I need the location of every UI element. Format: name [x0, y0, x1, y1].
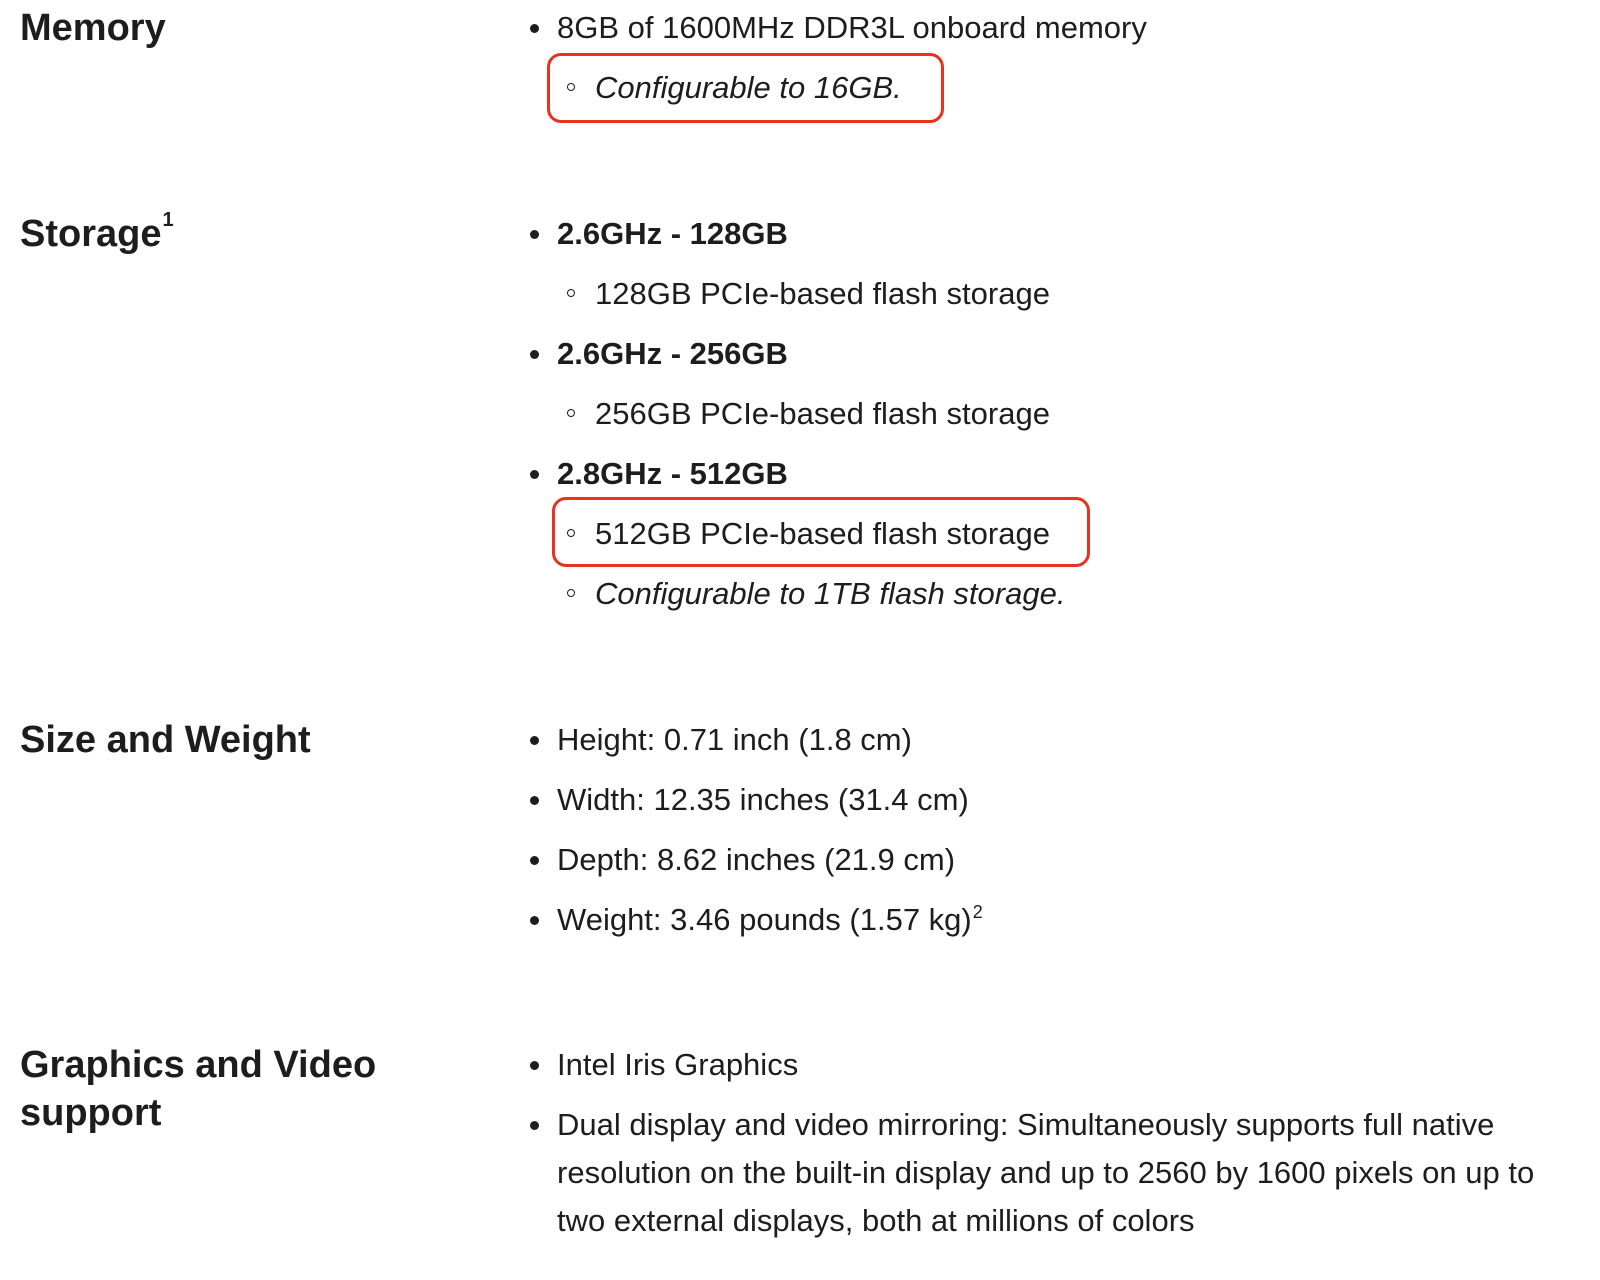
circle-bullet-icon [567, 289, 575, 297]
bullet-icon [530, 24, 539, 33]
dual-display-text: Dual display and video mirroring: Simultaneously supports full native resolution on the built-in display and up to 2560 by 1600 pixels on up to two external displays, both at millions of colors [557, 1107, 1535, 1238]
bullet-icon [530, 350, 539, 359]
height-text: Height: 0.71 inch (1.8 cm) [557, 722, 912, 757]
size-weight-title [20, 716, 440, 764]
bullet-icon [530, 916, 539, 925]
storage-detail-text: 128GB PCIe-based flash storage [595, 276, 1050, 311]
memory-config-text: Configurable to 16GB. [595, 70, 902, 105]
circle-bullet-icon [567, 83, 575, 91]
storage-footnote-ref[interactable]: 1 [162, 209, 174, 232]
graphics-title [20, 1041, 440, 1137]
storage-option-label: 2.6GHz - 128GB [557, 216, 788, 251]
bullet-icon [530, 796, 539, 805]
memory-item-text: 8GB of 1600MHz DDR3L onboard memory [557, 10, 1147, 45]
weight-text: Weight: 3.46 pounds (1.57 kg) [557, 902, 972, 937]
bullet-icon [530, 736, 539, 745]
memory-title-text: Memory [20, 7, 166, 49]
circle-bullet-icon [567, 589, 575, 597]
storage-option-label: 2.6GHz - 256GB [557, 336, 788, 371]
graphics-chip-text: Intel Iris Graphics [557, 1047, 799, 1082]
memory-title [20, 4, 440, 52]
bullet-icon [530, 1121, 539, 1130]
storage-title-text: Storage [20, 213, 162, 255]
bullet-icon [530, 470, 539, 479]
width-text: Width: 12.35 inches (31.4 cm) [557, 782, 969, 817]
weight-line [557, 896, 983, 948]
depth-text: Depth: 8.62 inches (21.9 cm) [557, 842, 956, 877]
bullet-icon [530, 1061, 539, 1070]
circle-bullet-icon [567, 529, 575, 537]
graphics-title-line2: support [20, 1092, 162, 1134]
storage-detail-text: 256GB PCIe-based flash storage [595, 396, 1050, 431]
circle-bullet-icon [567, 409, 575, 417]
storage-option-label: 2.8GHz - 512GB [557, 456, 788, 491]
bullet-icon [530, 856, 539, 865]
weight-footnote-ref[interactable]: 2 [972, 902, 983, 922]
graphics-title-line1: Graphics and Video [20, 1044, 377, 1086]
bullet-icon [530, 230, 539, 239]
storage-detail-text: 512GB PCIe-based flash storage [595, 516, 1050, 551]
storage-config-text: Configurable to 1TB flash storage. [595, 576, 1066, 611]
storage-title [20, 210, 440, 258]
size-weight-title-text: Size and Weight [20, 719, 311, 761]
